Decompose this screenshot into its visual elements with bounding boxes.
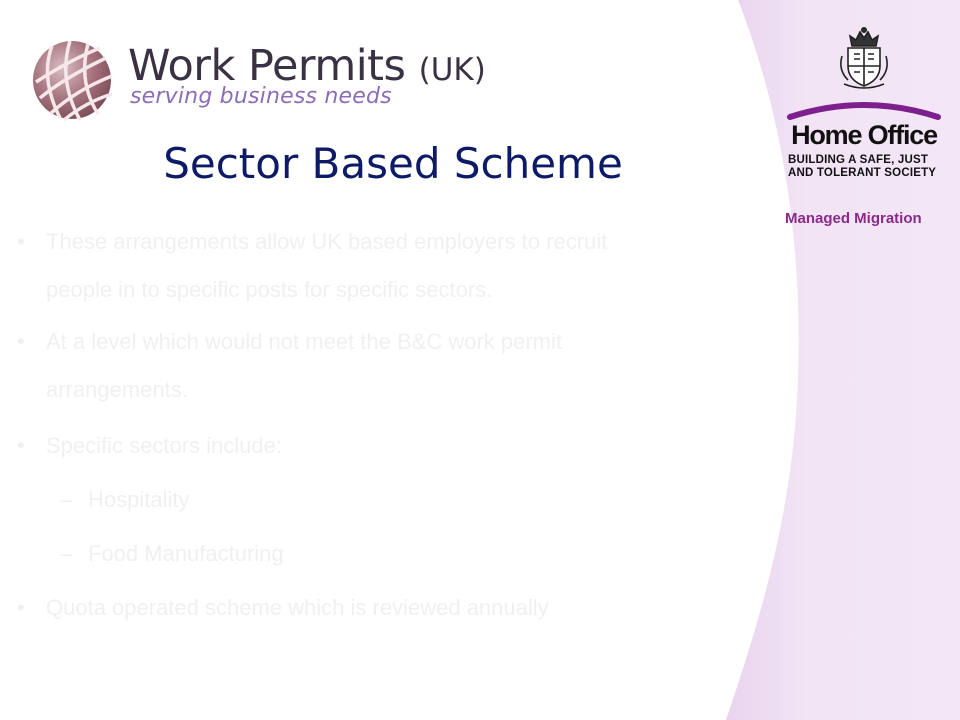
royal-crest-icon [834,26,894,90]
bullet-text: Specific sectors include: [46,433,282,458]
home-office-name: Home Office [791,120,937,150]
bullet-item [0,218,760,314]
home-office-arc-icon [786,98,942,120]
sub-bullet-item [0,476,760,524]
bullet-marker: • [17,329,25,354]
brand-tagline: serving business needs [130,84,392,109]
home-office-tagline-line2: AND TOLERANT SOCIETY [788,167,937,179]
bullet-text [46,318,746,414]
managed-migration-label: Managed Migration [785,210,922,227]
bullet-item [0,422,760,470]
sub-bullet-marker: – [60,487,73,512]
bullet-line: people in to specific posts for specific sectors. [46,277,493,302]
sub-bullet-marker: – [60,541,73,566]
slide-title: Sector Based Scheme [163,139,623,188]
sub-bullet-text: Hospitality [88,487,190,512]
bullet-marker: • [17,595,25,620]
bullet-line: arrangements. [46,377,188,402]
brand-suffix: (UK) [418,52,486,88]
bullet-line: These arrangements allow UK based employers to recruit [46,229,608,254]
bullet-text [46,218,746,314]
bullet-item [0,584,760,632]
bullet-text: Quota operated scheme which is reviewed annually [46,595,549,620]
bullet-marker: • [17,433,25,458]
sub-bullet-item [0,530,760,578]
home-office-tagline [788,154,940,180]
sub-bullet-text: Food Manufacturing [88,541,284,566]
home-office-tagline-line1: BUILDING A SAFE, JUST [788,154,929,166]
bullet-line: At a level which would not meet the B&C work permit [46,329,563,354]
bullet-item [0,318,760,414]
bullet-marker: • [17,229,25,254]
brand-name: Work Permits [128,41,406,91]
